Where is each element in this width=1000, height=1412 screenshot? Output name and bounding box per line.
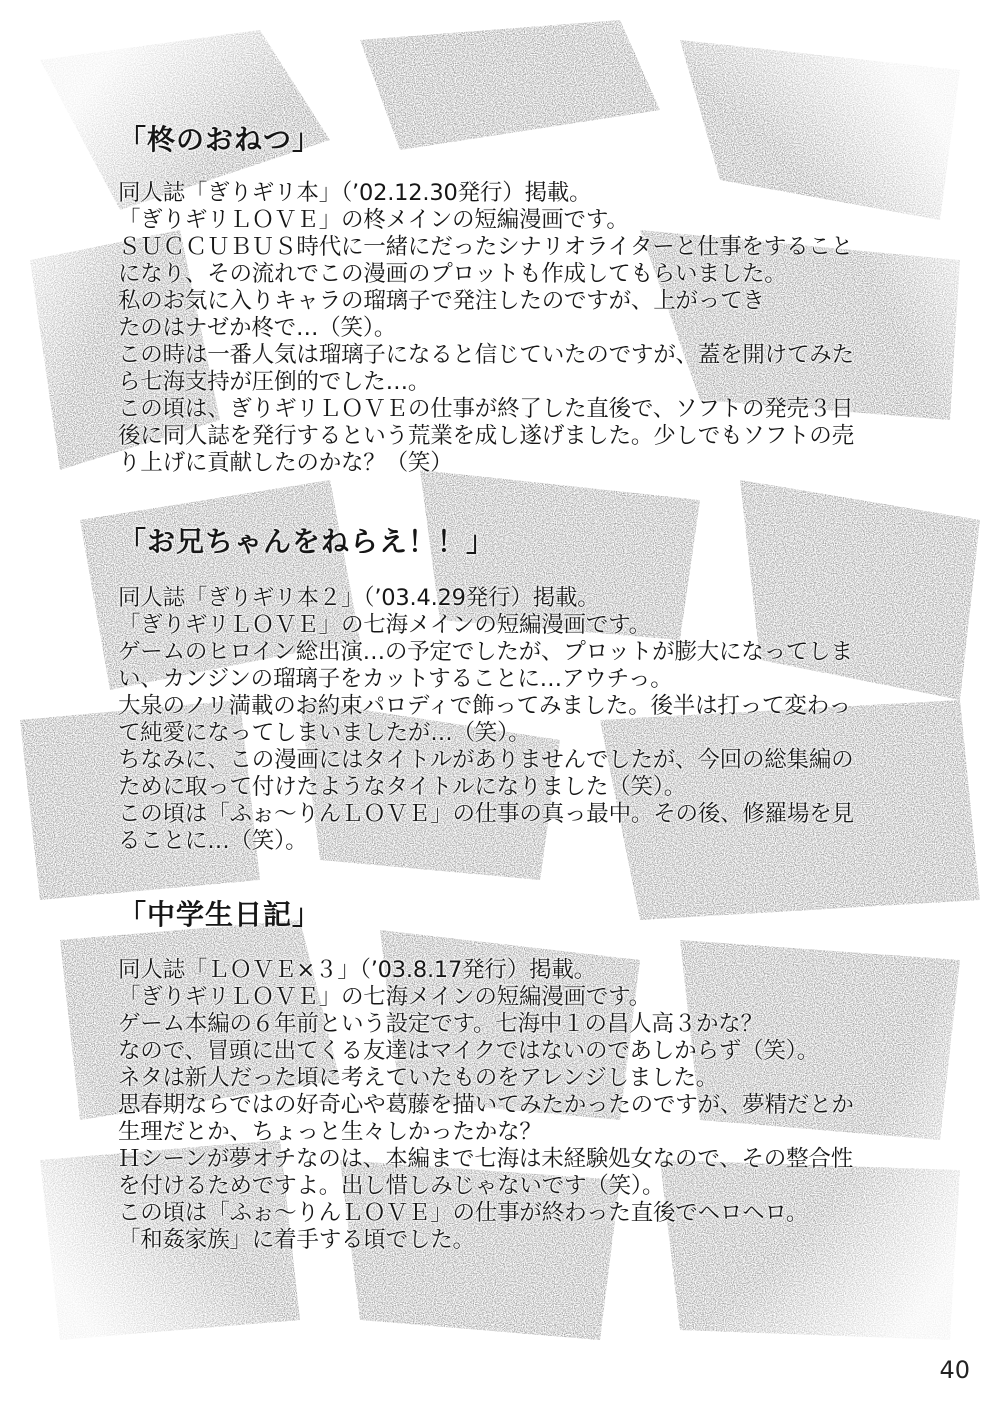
text-line: たのはナゼか柊で…（笑）。	[118, 315, 397, 341]
text-line: を付けるためですよ。出し惜しみじゃないです（笑）。	[118, 1173, 665, 1199]
page-number: 40	[939, 1356, 970, 1384]
section-body-chugakusei	[118, 957, 898, 1254]
section-body-oniichan	[118, 585, 898, 855]
text-line: ＳＵＣＣＵＢＵＳ時代に一緒にだったシナリオライターと仕事をすること	[118, 234, 854, 260]
text-line: この頃は、ぎりギリＬＯＶＥの仕事が終了した直後で、ソフトの発売３日	[118, 396, 854, 422]
text-line: ネタは新人だった頃に考えていたものをアレンジしました。	[118, 1065, 719, 1091]
text-line: 後に同人誌を発行するという荒業を成し遂げました。少しでもソフトの売	[118, 423, 854, 449]
text-line: 私のお気に入りキャラの瑠璃子で発注したのですが、上がってき	[118, 288, 765, 314]
text-line: ゲームのヒロイン総出演…の予定でしたが、プロットが膨大になってしま	[118, 639, 853, 665]
text-line: い、カンジンの瑠璃子をカットすることに…アウチっ。	[118, 666, 673, 692]
text-line: ために取って付けたようなタイトルになりました（笑）。	[118, 774, 687, 800]
text-line: 「ぎりギリＬＯＶＥ」の七海メインの短編漫画です。	[118, 984, 651, 1010]
text-line: Ｈシーンが夢オチなのは、本編まで七海は未経験処女なので、その整合性	[118, 1146, 854, 1172]
text-line: 同人誌「ぎりギリ本２」（’03.4.29発行）掲載。	[118, 585, 600, 611]
text-line: ら七海支持が圧倒的でした…。	[118, 369, 431, 395]
text-line: 「ぎりギリＬＯＶＥ」の七海メインの短編漫画です。	[118, 612, 651, 638]
text-line: この頃は「ふぉ～りんＬＯＶＥ」の仕事が終わった直後でヘロヘロ。	[118, 1200, 809, 1226]
text-line: ちなみに、この漫画にはタイトルがありませんでしたが、今回の総集編の	[118, 747, 854, 773]
text-line: なので、冒頭に出てくる友達はマイクではないのであしからず（笑）。	[118, 1038, 820, 1064]
text-line: 思春期ならではの好奇心や葛藤を描いてみたかったのですが、夢精だとか	[118, 1092, 854, 1118]
text-line: て純愛になってしまいましたが…（笑）。	[118, 720, 531, 746]
section-title-hiiragi: 「柊のおねつ」	[118, 123, 322, 156]
section-body-hiiragi	[118, 180, 898, 477]
section-title-chugakusei: 「中学生日記」	[118, 898, 322, 931]
text-line: 同人誌「ＬＯＶＥ×３」（’03.8.17発行）掲載。	[118, 957, 596, 983]
text-line: ゲーム本編の６年前という設定です。七海中１の昌人高３かな？	[118, 1011, 763, 1037]
section-title-oniichan: 「お兄ちゃんをねらえ！！」	[118, 525, 496, 558]
text-line: になり、その流れでこの漫画のプロットも作成してもらいました。	[118, 261, 787, 287]
text-line: 生理だとか、ちょっと生々しかったかな？	[118, 1119, 542, 1145]
text-line: 大泉のノリ満載のお約束パロディで飾ってみました。後半は打って変わっ	[118, 693, 851, 719]
text-line: この時は一番人気は瑠璃子になると信じていたのですが、蓋を開けてみた	[118, 342, 854, 368]
text-line: 同人誌「ぎりギリ本」（’02.12.30発行）掲載。	[118, 180, 592, 206]
text-line: この頃は「ふぉ～りんＬＯＶＥ」の仕事の真っ最中。その後、修羅場を見	[118, 801, 854, 827]
text-line: 「ぎりギリＬＯＶＥ」の柊メインの短編漫画です。	[118, 207, 629, 233]
text-line: ることに…（笑）。	[118, 828, 308, 854]
text-line: り上げに貢献したのかな？（笑）	[118, 450, 453, 476]
text-line: 「和姦家族」に着手する頃でした。	[118, 1227, 475, 1253]
